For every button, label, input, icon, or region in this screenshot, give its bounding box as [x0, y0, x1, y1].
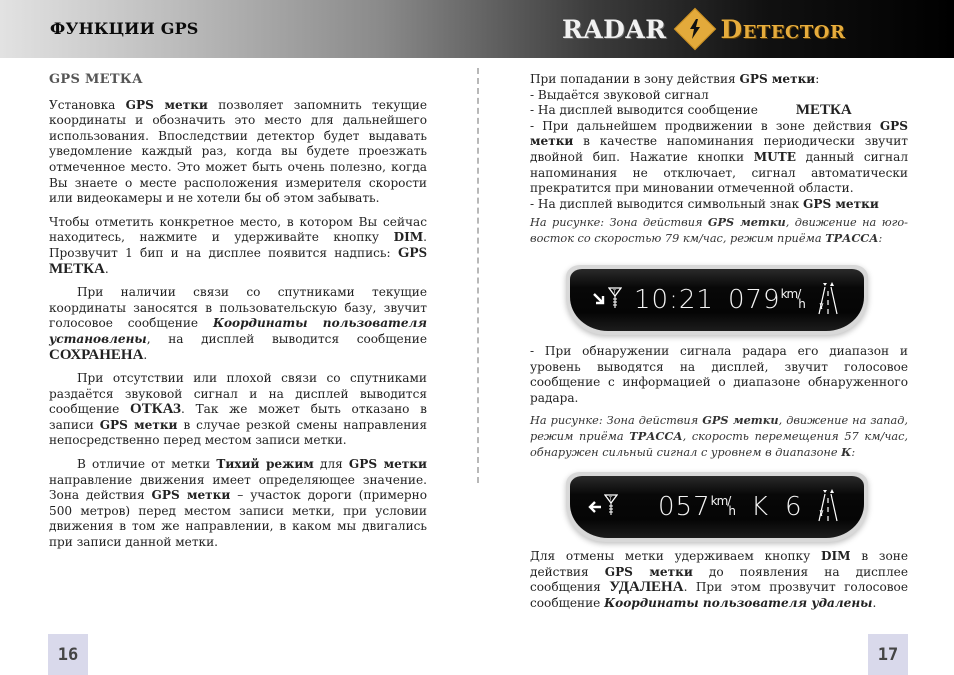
- signal-level: 6: [785, 492, 803, 522]
- display-time: 10:21: [634, 285, 714, 315]
- display-message: УДАЛЕНА: [609, 579, 684, 596]
- highway-mode-icon: [817, 488, 839, 526]
- list-item: - На дисплей выводится сообщение МЕТКА: [530, 102, 852, 119]
- display-message: СОХРАНЕНА: [49, 346, 144, 363]
- svg-text:T: T: [613, 289, 617, 296]
- lightning-diamond-icon: [673, 8, 715, 50]
- brand-logo: [562, 8, 845, 50]
- speed-units: km/h: [780, 287, 805, 311]
- lcd-display-figure-2: [566, 472, 868, 542]
- display-message: GPS МЕТКА: [49, 244, 427, 277]
- logo-word-radar: RADAR: [562, 14, 667, 44]
- page-number-left: 16: [48, 634, 88, 675]
- figure-caption-2: На рисунке: Зона действия GPS метки, движение на запад, режим приёма ТРАССА, скорость перемещения 57 км/час, обнаружен сильный сигнал с уровнем в диапазоне К:: [530, 413, 908, 459]
- section-title: ФУНКЦИИ GPS: [50, 19, 199, 38]
- display-message: ОТКАЗ: [130, 401, 181, 418]
- gps-mark-tower-icon: [608, 287, 622, 313]
- list-item: - Выдаётся звуковой сигнал: [530, 87, 709, 102]
- paragraph-direction: В отличие от метки Тихий режим для GPS метки направление движения имеет определяющее значение. Зона действия GPS метки – участок дороги (примерно 500 метров) перед местом записи метки, при условии движения в том же направлении, в каком мы двигались при записи данной метки.: [49, 457, 428, 550]
- subsection-heading: GPS МЕТКА: [49, 72, 143, 87]
- figure-caption-1: На рисунке: Зона действия GPS метки, движение на юго-восток со скоростью 79 км/час, режим приёма ТРАССА:: [530, 215, 908, 246]
- page-header: [0, 0, 954, 58]
- display-message: МЕТКА: [795, 102, 852, 119]
- left-page-column: [49, 72, 427, 551]
- radar-band: K: [750, 492, 769, 522]
- page-divider: [477, 68, 479, 483]
- right-page-column-end: [530, 549, 908, 611]
- paragraph-set-mark: Чтобы отметить конкретное место, в котором Вы сейчас находитесь, нажмите и удерживайте кнопку DIM. Прозвучит 1 бип и на дисплее появится надпись: GPS МЕТКА.: [49, 214, 427, 277]
- arrow-west-icon: [588, 498, 602, 517]
- paragraph-saved: При наличии связи со спутниками текущие координаты заносятся в пользовательскую базу, звучит голосовое сообщение Координаты пользователя установлены, на дисплей выводится сообщение СОХРАНЕНА.: [49, 285, 427, 363]
- lcd-display-figure-1: [566, 265, 868, 335]
- paragraph-refused: При отсутствии или плохой связи со спутниками раздаётся звуковой сигнал и на дисплей выводится сообщение ОТКАЗ. Так же может быть отказано в записи GPS метки в случае резкой смены направления непосредственно перед местом записи метки.: [49, 371, 427, 448]
- speed-units: km/h: [710, 494, 735, 518]
- list-item: - При дальнейшем продвижении в зоне действия GPS метки в качестве напоминания периодически звучит двойной бип. Нажатие кнопки MUTE данный сигнал напоминания не отключает, сигнал автоматически прекратится при миновании отмеченной области.: [530, 118, 908, 196]
- list-item: - На дисплей выводится символьный знак GPS метки: [530, 196, 879, 211]
- display-speed: 079: [727, 285, 781, 315]
- paragraph-zone-entry: При попадании в зону действия GPS метки:: [530, 72, 820, 86]
- right-page-column: [530, 72, 908, 247]
- page-number-right: 17: [868, 634, 908, 675]
- svg-text:T: T: [609, 496, 613, 503]
- arrow-southeast-icon: [592, 291, 606, 310]
- paragraph-radar-detection: - При обнаружении сигнала радара его диапазон и уровень выводятся на дисплей, звучит голосовое сообщение с информацией о диапазоне обнаруженного радара.: [530, 344, 908, 405]
- paragraph-intro: Установка GPS метки позволяет запомнить текущие координаты и обозначить это место для дальнейшего использования. Впоследствии детектор будет выдавать уведомление каждый раз, когда вы будете проезжать отмеченное место. Это может быть очень полезно, когда Вы знаете о месте расположения измерителя скорости или видеокамеры и не хотели бы об этом забывать.: [49, 97, 427, 206]
- logo-word-detector: Detector: [720, 14, 846, 44]
- paragraph-delete-mark: Для отмены метки удерживаем кнопку DIM в зоне действия GPS метки до появления на дисплее сообщения УДАЛЕНА. При этом прозвучит голосовое сообщение Координаты пользователя удалены.: [530, 549, 909, 610]
- gps-mark-tower-icon: [604, 494, 618, 520]
- highway-mode-icon: [817, 281, 839, 319]
- display-speed: 057: [658, 492, 711, 522]
- right-page-column-continued: [530, 344, 908, 461]
